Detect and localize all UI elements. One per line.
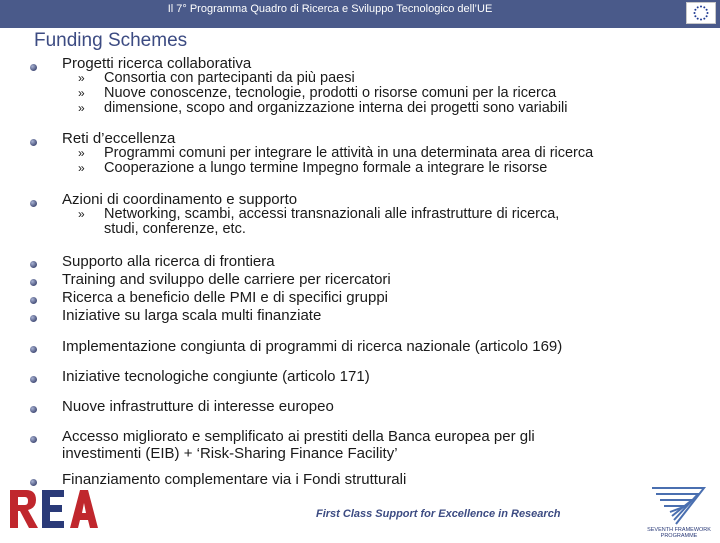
bullet-icon <box>30 436 37 443</box>
item-text: Supporto alla ricerca di frontiera <box>62 253 275 270</box>
item-text: Azioni di coordinamento e supporto <box>62 191 298 208</box>
header-title: Il 7° Programma Quadro di Ricerca e Sviluppo Tecnologico dell’UE <box>167 3 493 15</box>
bullet-icon <box>30 315 37 322</box>
item-text: Progetti ricerca collaborativa <box>62 55 252 72</box>
item-text-line2: investimenti (EIB) + ‘Risk-Sharing Finance Facility’ <box>62 445 398 462</box>
item-text: Iniziative su larga scala multi finanziate <box>62 307 322 324</box>
item-text: Reti d’eccellenza <box>62 130 176 147</box>
bullet-icon <box>30 297 37 304</box>
bullet-icon <box>30 406 37 413</box>
bullet-icon <box>30 261 37 268</box>
item-text: Ricerca a beneficio delle PMI e di specifici gruppi <box>62 289 388 306</box>
bullet-icon <box>30 376 37 383</box>
sub-item-continuation: studi, conferenze, etc. <box>104 221 246 237</box>
sub-item: » Cooperazione a lungo termine Impegno formale a integrare le risorse <box>78 160 548 176</box>
footer-tagline: First Class Support for Excellence in Research <box>316 508 561 520</box>
bullet-icon <box>30 200 37 207</box>
bullet-icon <box>30 346 37 353</box>
rea-logo <box>8 486 98 532</box>
sub-item: » dimensione, scopo and organizzazione interna dei progetti sono variabili <box>78 100 568 116</box>
item-text: Finanziamento complementare via i Fondi strutturali <box>62 471 407 488</box>
item-text: Nuove infrastrutture di interesse europeo <box>62 398 334 415</box>
item-text: Training and sviluppo delle carriere per ricercatori <box>62 271 391 288</box>
slide-title: Funding Schemes <box>34 30 188 51</box>
bullet-icon <box>30 279 37 286</box>
bullet-icon <box>30 479 37 486</box>
item-text: Accesso migliorato e semplificato ai prestiti della Banca europea per gli <box>62 428 535 445</box>
fp7-logo <box>646 480 712 538</box>
item-text: Iniziative tecnologiche congiunte (articolo 171) <box>62 368 370 385</box>
sub-item: » Networking, scambi, accessi transnazionali alle infrastrutture di ricerca, <box>78 206 560 222</box>
sub-item: » Consortia con partecipanti da più paesi <box>78 70 355 86</box>
sub-item: » Programmi comuni per integrare le attività in una determinata area di ricerca <box>78 145 594 161</box>
bullet-icon <box>30 64 37 71</box>
item-text: Implementazione congiunta di programmi di ricerca nazionale (articolo 169) <box>62 338 563 355</box>
sub-item: » Nuove conoscenze, tecnologie, prodotti o risorse comuni per la ricerca <box>78 85 557 101</box>
svg-text:PROGRAMME: PROGRAMME <box>660 533 698 538</box>
svg-text:SEVENTH FRAMEWORK: SEVENTH FRAMEWORK <box>647 527 711 533</box>
bullet-icon <box>30 139 37 146</box>
